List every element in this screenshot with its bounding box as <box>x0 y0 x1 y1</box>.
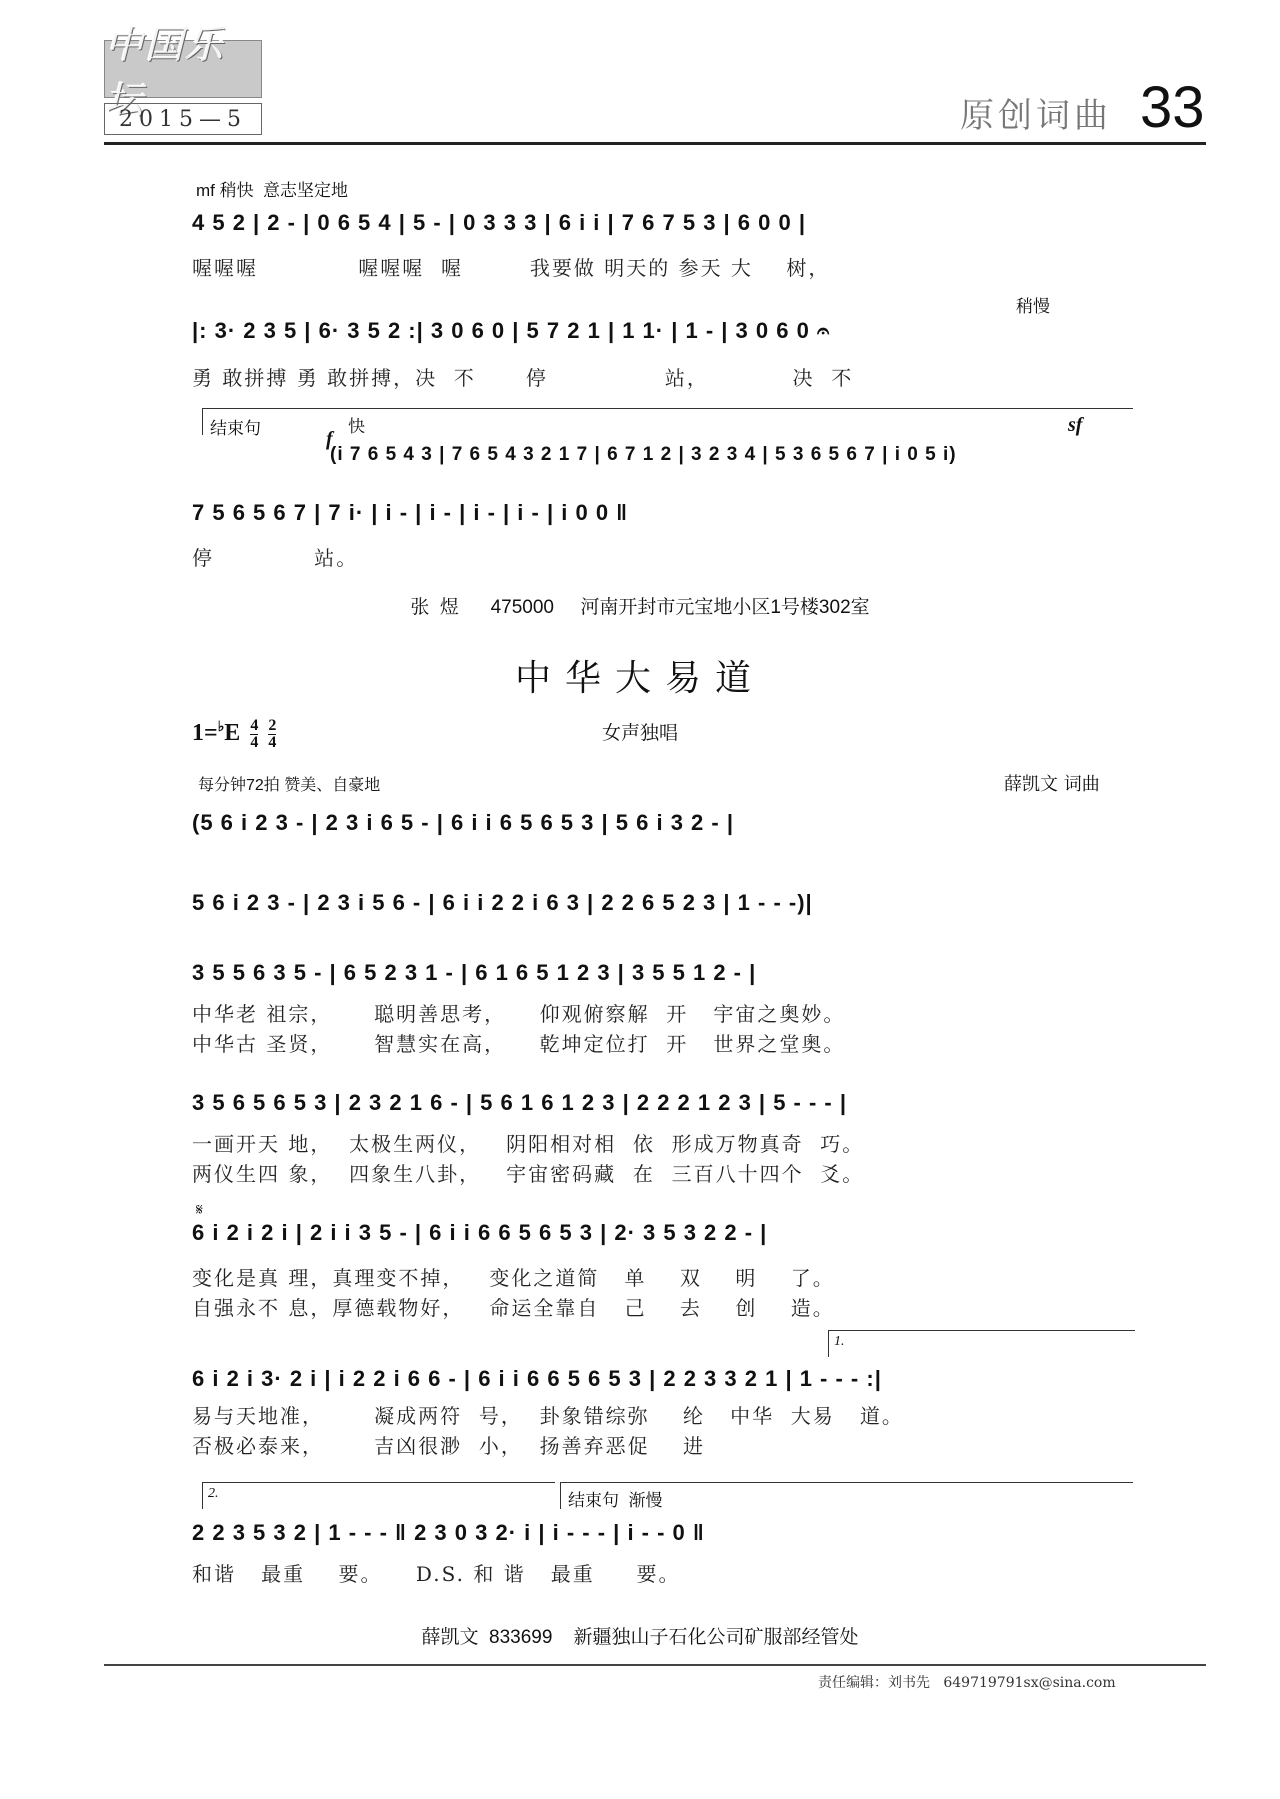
lyrics-line-verse2: 否极必泰来， 吉凶很渺 小， 扬善弃恶促 进 <box>192 1434 706 1458</box>
volta-bracket <box>828 1330 1135 1357</box>
jianpu-notes: 6 i 2 i 3· 2 i | i 2 2 i 6 6 - | 6 i i 6 6 5 6 5 3 | 2 2 3 3 2 1 | 1 - - - :| <box>192 1366 882 1391</box>
dynamic-mark: f <box>326 428 333 450</box>
notation-row <box>192 1520 1134 1560</box>
jianpu-notes: 2 2 3 5 3 2 | 1 - - - ‖ 2 3 0 3 2· i | i - - - | i - - 0 ‖ <box>192 1520 705 1545</box>
lyrics-line-verse2: 两仪生四 象， 四象生八卦， 宇宙密码藏 在 三百八十四个 爻。 <box>192 1162 865 1186</box>
key-label: 1= <box>192 720 218 747</box>
lyrics-line: 停 站。 <box>192 546 359 570</box>
expression-mark: mf 稍快 意志坚定地 <box>196 181 349 200</box>
jianpu-notes: 3 5 6 5 6 5 3 | 2 3 2 1 6 - | 5 6 1 6 1 2 3 | 2 2 2 1 2 3 | 5 - - - | <box>192 1090 848 1115</box>
notation-row <box>192 1090 1134 1130</box>
tempo-mark: 稍慢 <box>1016 297 1050 316</box>
author-address: 薛凯文 833699 新疆独山子石化公司矿服部经管处 <box>421 1627 859 1648</box>
lyrics-line-verse2: 中华古 圣贤， 智慧实在高， 乾坤定位打 开 世界之堂奥。 <box>192 1032 846 1056</box>
volta-label: 2. <box>208 1486 219 1501</box>
lyrics-line-verse1: 易与天地准， 凝成两符 号， 卦象错综弥 纶 中华 大易 道。 <box>192 1404 904 1428</box>
lyrics-line: 勇 敢拼搏 勇 敢拼搏，决 不 停 站， 决 不 <box>192 366 854 390</box>
jianpu-notes: 7 5 6 5 6 7 | 7 i· | i - | i - | i - | i - | i 0 0 ‖ <box>192 500 629 525</box>
key-note: E <box>224 720 241 747</box>
time-signature: $\frac{4}{4}$ <box>250 717 259 751</box>
ending-label: 结束句 <box>210 419 261 438</box>
flat-icon: ♭ <box>217 720 225 736</box>
section-title: 原创词曲 <box>960 96 1112 136</box>
jianpu-notes: 4 5 2 | 2 - | 0 6 5 4 | 5 - | 0 3 3 3 | 6 i i | 7 6 7 5 3 | 6 0 0 | <box>192 210 807 235</box>
editor-credit: 责任编辑：刘书先 649719791sx@sina.com <box>818 1675 1116 1691</box>
notation-row <box>192 810 1134 850</box>
header-divider <box>104 142 1206 145</box>
footer-divider <box>104 1664 1206 1666</box>
lyrics-line-verse1: 中华老 祖宗， 聪明善思考， 仰观俯察解 开 宇宙之奥妙。 <box>192 1002 846 1026</box>
jianpu-notes: 5 6 i 2 3 - | 2 3 i 5 6 - | 6 i i 2 2 i 6 3 | 2 2 6 5 2 3 | 1 - - -)| <box>192 890 813 915</box>
notation-row <box>192 210 1134 250</box>
lyrics-line: 喔喔喔 喔喔喔 喔 我要做 明天的 参天 大 树， <box>192 256 831 280</box>
lyrics-line-verse2: 自强永不 息，厚德载物好， 命运全靠自 己 去 创 造。 <box>192 1296 835 1320</box>
notation-row <box>192 890 1134 930</box>
notation-row <box>330 444 1130 484</box>
tempo-mark: 快 <box>348 417 365 436</box>
jianpu-notes: 6 i 2 i 2 i | 2 i i 3 5 - | 6 i i 6 6 5 6 5 3 | 2· 3 5 3 2 2 - | <box>192 1220 768 1245</box>
lyrics-line: 和谐 最重 要。 D.S. 和 谐 最重 要。 <box>192 1562 681 1586</box>
lyrics-line-verse1: 一画开天 地， 太极生两仪， 阴阳相对相 依 形成万物真奇 巧。 <box>192 1132 865 1156</box>
issue-number: 2015—5 <box>104 103 262 135</box>
voice-type: 女声独唱 <box>601 722 678 744</box>
page-number: 33 <box>1140 75 1205 140</box>
volta-label: 1. <box>834 1334 845 1349</box>
composer-credit: 薛凯文 词曲 <box>1004 774 1100 795</box>
ending-label: 结束句 渐慢 <box>568 1491 663 1510</box>
magazine-logo: 中国乐坛 <box>104 40 262 98</box>
time-signature: $\frac{2}{4}$ <box>268 717 277 751</box>
jianpu-notes: (5 6 i 2 3 - | 2 3 i 6 5 - | 6 i i 6 5 6 5 3 | 5 6 i 3 2 - | <box>192 810 734 835</box>
ending-bracket <box>202 408 1133 435</box>
volta-bracket <box>202 1482 555 1509</box>
notation-row <box>192 318 1134 358</box>
notation-row <box>192 500 1134 540</box>
song-title: 中华大易道 <box>514 658 765 699</box>
notation-row <box>192 960 1134 1000</box>
jianpu-notes: (i 7 6 5 4 3 | 7 6 5 4 3 2 1 7 | 6 7 1 2 | 3 2 3 4 | 5 3 6 5 6 7 | i 0 5 i) <box>330 444 957 465</box>
segno-icon: 𝄋 <box>196 1202 203 1219</box>
jianpu-notes: |: 3· 2 3 5 | 6· 3 5 2 :| 3 0 6 0 | 5 7 2 1 | 1 1· | 1 - | 3 0 6 0 𝄐 <box>192 318 831 343</box>
author-address: 张 煜 475000 河南开封市元宝地小区1号楼302室 <box>410 597 870 618</box>
tempo-marking: 每分钟72拍 赞美、自豪地 <box>198 777 381 794</box>
lyrics-line-verse1: 变化是真 理，真理变不掉， 变化之道简 单 双 明 了。 <box>192 1266 835 1290</box>
jianpu-notes: 3 5 5 6 3 5 - | 6 5 2 3 1 - | 6 1 6 5 1 2 3 | 3 5 5 1 2 - | <box>192 960 757 985</box>
notation-row <box>192 1220 1134 1260</box>
dynamic-mark: sf <box>1068 414 1083 436</box>
